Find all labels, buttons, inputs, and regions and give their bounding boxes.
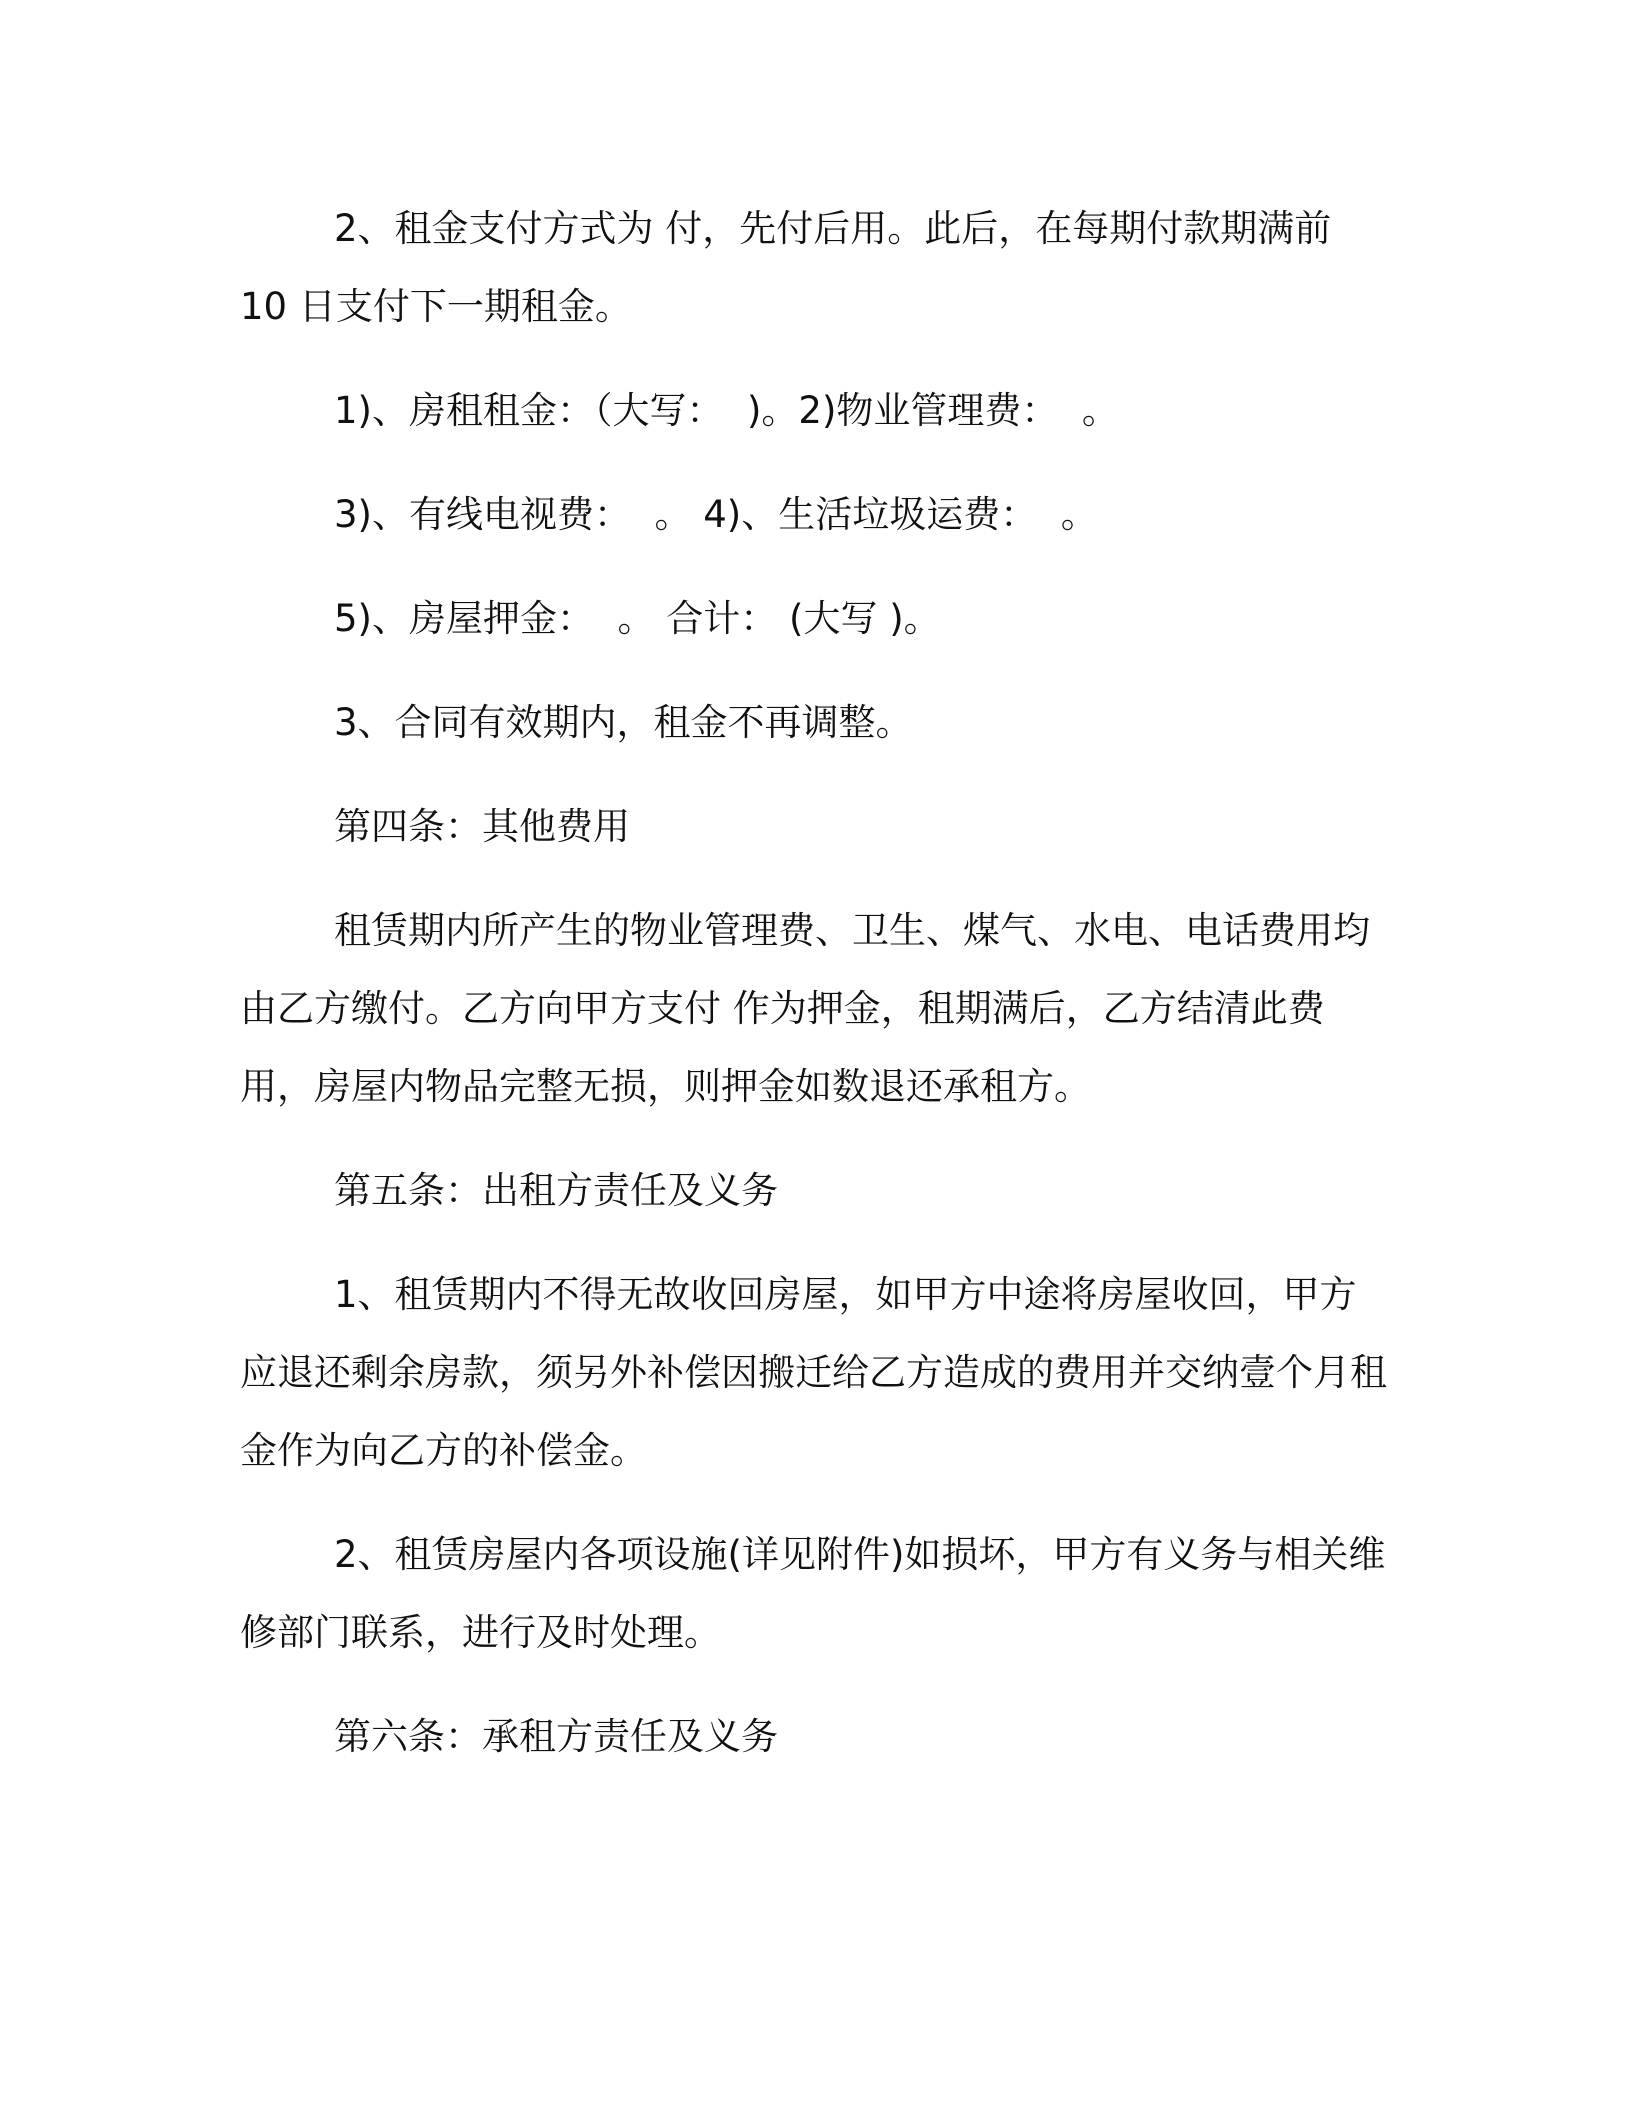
document-page	[240, 190, 1390, 1802]
heading-article-6: 第六条：承租方责任及义务	[334, 1715, 778, 1758]
paragraph-deposit-and-total: 5)、房屋押金： 。 合计： (大写 )。	[334, 597, 941, 640]
paragraph-cable-and-garbage-fee: 3)、有线电视费： 。 4)、生活垃圾运费： 。	[334, 493, 1098, 536]
heading-article-5: 第五条：出租方责任及义务	[334, 1169, 778, 1212]
paragraph-lessor-duty-2: 2、租赁房屋内各项设施(详见附件)如损坏，甲方有义务与相关维修部门联系，进行及时处理。	[240, 1533, 1386, 1654]
heading-article-4: 第四条：其他费用	[334, 805, 630, 848]
paragraph-rent-and-property-fee: 1)、房租租金：（大写： )。2)物业管理费： 。	[334, 389, 1119, 432]
paragraph-rent-no-adjustment: 3、合同有效期内，租金不再调整。	[334, 701, 913, 744]
paragraph-rent-payment-method: 2、租金支付方式为 付，先付后用。此后，在每期付款期满前 10 日支付下一期租金。	[240, 207, 1344, 328]
paragraph-other-fees: 租赁期内所产生的物业管理费、卫生、煤气、水电、电话费用均由乙方缴付。乙方向甲方支付 作为押金，租期满后，乙方结清此费用，房屋内物品完整无损，则押金如数退还承租方。	[240, 909, 1370, 1108]
paragraph-lessor-duty-1: 1、租赁期内不得无故收回房屋，如甲方中途将房屋收回，甲方应退还剩余房款，须另外补偿因搬迁给乙方造成的费用并交纳壹个月租金作为向乙方的补偿金。	[240, 1273, 1387, 1472]
